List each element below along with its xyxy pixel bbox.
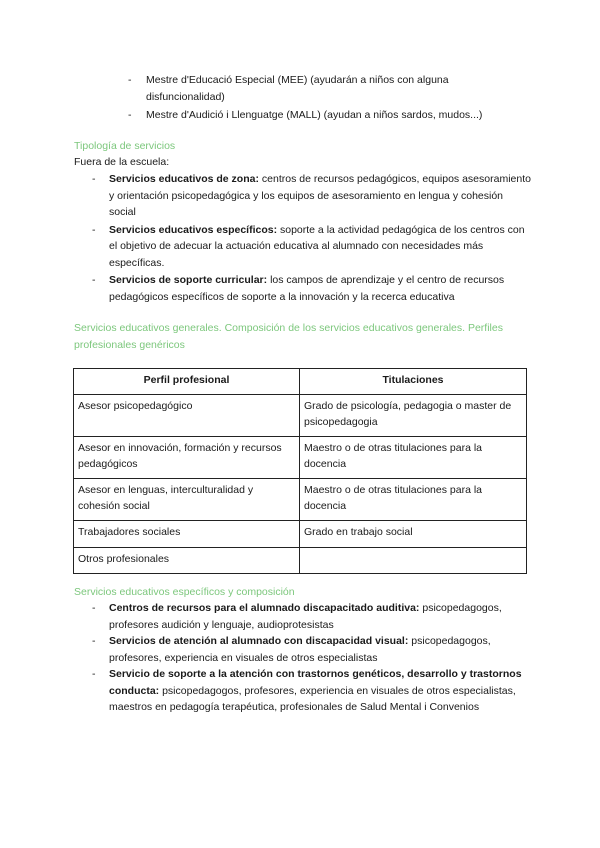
table-cell (300, 547, 527, 574)
dash-bullet: - (92, 173, 96, 185)
dash-bullet: - (92, 668, 96, 680)
table-cell: Grado de psicología, pedagogia o master de psicopedagogia (300, 395, 527, 437)
table-row (74, 479, 527, 521)
dash-bullet: - (92, 274, 96, 286)
intro-list (128, 72, 508, 124)
tipologia-list (92, 171, 532, 305)
section-heading-generales: Servicios educativos generales. Composición de los servicios educativos generales. Perfiles profesionales genéricos (74, 322, 503, 351)
list-item (128, 72, 508, 105)
table-cell: Maestro o de otras titulaciones para la docencia (300, 479, 527, 521)
list-item (92, 666, 532, 716)
list-item-text: Mestre d'Educació Especial (MEE) (ayudarán a niños con alguna disfuncionalidad) (146, 74, 449, 103)
table-row (74, 395, 527, 437)
item-title: Servicios educativos específicos: (109, 223, 278, 236)
dash-bullet: - (128, 74, 132, 86)
table-cell: Grado en trabajo social (300, 521, 527, 548)
list-item-text: Mestre d'Audició i Llenguatge (MALL) (ayudan a niños sardos, mudos...) (146, 109, 483, 121)
especificos-list (92, 600, 532, 716)
table-row (74, 521, 527, 548)
item-text: los campos de aprendizaje y el centro de recursos pedagógicos específicos de soporte a la innovación y la recerca educativa (109, 274, 505, 303)
item-text: centros de recursos pedagógicos, equipos asesoramiento y orientación psicopedagógica y los equipos de asesoramiento en lengua y cohesión social (109, 173, 531, 218)
column-header-titulaciones: Titulaciones (300, 369, 527, 395)
item-title: Servicios educativos de zona: (109, 173, 259, 185)
table-cell: Asesor psicopedagógico (74, 395, 300, 437)
list-item (128, 107, 508, 124)
list-item (92, 272, 532, 305)
item-title: Servicios de atención al alumnado con discapacidad visual: (109, 635, 409, 647)
item-title: Servicio de soporte a la atención con trastornos genéticos, desarrollo y trastornos conducta: (109, 668, 522, 697)
table-row (74, 547, 527, 574)
table-cell: Maestro o de otras titulaciones para la docencia (300, 437, 527, 479)
table-cell: Trabajadores sociales (74, 521, 300, 548)
column-header-perfil: Perfil profesional (74, 369, 300, 395)
dash-bullet: - (92, 223, 96, 236)
list-item (92, 633, 532, 666)
item-text: soporte a la actividad pedagógica de los centros con el objetivo de adecuar la actuación educativa al alumnado con necesidades más específicas. (109, 223, 525, 269)
table-header-row (74, 369, 527, 395)
dash-bullet: - (128, 109, 132, 121)
table-cell: Asesor en lenguas, interculturalidad y cohesión social (74, 479, 300, 521)
item-text: psicopedagogos, profesores, experiencia en visuales de otros especialistas, maestros en pedagogía terapéutica, profesionales de Salud Mental i Convenios (109, 684, 516, 713)
section-heading-tipologia: Tipología de servicios (74, 140, 176, 152)
list-item (92, 600, 532, 633)
section-heading-especificos: Servicios educativos específicos y composición (74, 586, 295, 598)
dash-bullet: - (92, 602, 96, 614)
item-text: psicopedagogos, profesores, experiencia en visuales de otros especialistas (109, 635, 491, 664)
item-title: Centros de recursos para el alumnado discapacitado auditiva: (109, 602, 420, 614)
subheading-fuera: Fuera de la escuela: (74, 156, 170, 168)
dash-bullet: - (92, 635, 96, 647)
item-title: Servicios de soporte curricular: (109, 274, 268, 286)
list-item (92, 222, 532, 272)
item-text: psicopedagogos, profesores audición y lenguaje, audioprotesistas (109, 602, 502, 631)
table-cell: Asesor en innovación, formación y recursos pedagógicos (74, 437, 300, 479)
list-item (92, 171, 532, 221)
table-row (74, 437, 527, 479)
table-cell: Otros profesionales (74, 547, 300, 574)
profiles-table (73, 368, 527, 574)
